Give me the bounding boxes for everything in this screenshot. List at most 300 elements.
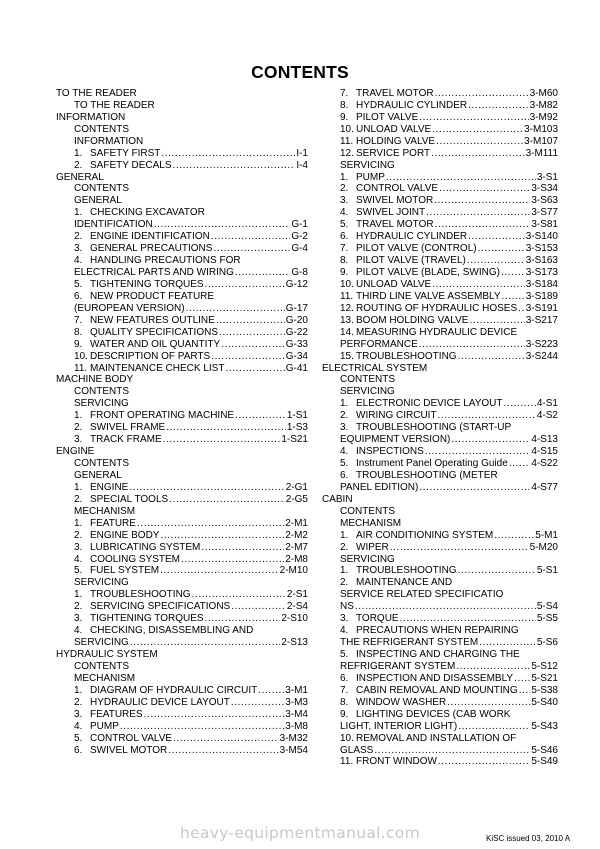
toc-entry-link[interactable] [322,673,558,685]
entry-number: 10. [340,732,354,744]
page-number: 5-S5 [536,613,558,625]
page-number: G-34 [285,350,308,362]
toc-entry-link[interactable] [56,339,308,351]
entry-number: 11. [340,756,354,768]
entry-title: FEATURES [90,708,143,720]
dot-leader [435,219,531,231]
entry-title: HYDRAULIC DEVICE LAYOUT [90,696,230,708]
dot-leader [458,351,525,363]
toc-entry-link[interactable] [322,195,558,207]
toc-entry-link[interactable] [56,613,308,625]
toc-entry-link[interactable] [322,661,558,673]
toc-entry-link[interactable] [322,339,558,351]
page-number: 3-S81 [531,219,558,231]
toc-entry [322,470,558,482]
page-number: 4-S22 [531,458,558,470]
toc-entry-link[interactable] [322,685,558,697]
entry-title: HYDRAULIC CYLINDER [356,99,468,111]
page-number: G-4 [291,243,308,255]
toc-entry-link[interactable] [322,398,558,410]
page-number: 5-S40 [531,696,558,708]
page-number: 2-M10 [279,565,308,577]
heading-text: SERVICING [74,398,129,410]
entry-title: CHECKING EXCAVATOR [90,207,205,219]
toc-entry-link[interactable] [322,207,558,219]
dot-leader [502,291,525,303]
heading-text: SERVICING [340,159,395,171]
dot-leader [456,661,530,673]
toc-entry-link[interactable] [56,219,308,231]
page-number: G-12 [285,278,308,290]
subsection-heading [322,160,558,172]
heading-text: INFORMATION [56,111,126,123]
page-number: 5-S43 [531,720,558,732]
entry-title: WIRING CIRCUIT [356,410,437,422]
heading-text: CONTENTS [340,505,395,517]
dot-leader [137,518,284,530]
toc-entry-link[interactable] [56,422,308,434]
entry-title: HANDLING PRECAUTIONS FOR [90,255,241,267]
page-number: 5-S6 [536,637,558,649]
page-title: CONTENTS [251,62,349,82]
entry-number: 5. [340,219,349,231]
dot-leader [213,243,290,255]
subsection-heading [322,554,558,566]
toc-entry-link[interactable] [322,613,558,625]
entry-title: HYDRAULIC CYLINDER [356,231,468,243]
entry-number: 5. [340,649,349,661]
page-number: G-17 [285,302,308,314]
toc-entry-link[interactable] [56,542,308,554]
dot-leader [519,685,531,697]
toc-entry [322,625,558,637]
dot-leader [160,530,284,542]
toc-left-column [56,88,308,757]
entry-title: UNLOAD VALVE [356,123,432,135]
entry-number: 15. [340,350,354,362]
entry-number: 8. [340,696,349,708]
subsection-heading [56,661,308,673]
entry-title: IDENTIFICATION [74,219,153,231]
page-number: 2-G5 [285,493,308,505]
dot-leader [438,756,530,768]
page-number: 3-M111 [525,147,558,159]
page-number: 4-S77 [531,481,558,493]
entry-number: 5. [74,565,83,577]
heading-text: MECHANISM [340,517,402,529]
toc-entry-link[interactable] [56,637,308,649]
dot-leader [426,207,530,219]
toc-entry-link[interactable] [322,255,558,267]
entry-number: 8. [340,99,349,111]
entry-title: NS [340,601,354,613]
entry-title: MEASURING HYDRAULIC DEVICE [356,326,518,338]
entry-title: ENGINE [90,481,129,493]
toc-entry-link[interactable] [56,494,308,506]
page-number: 2-M2 [285,529,308,541]
page-number: 5-S49 [531,756,558,768]
dot-leader [425,446,531,458]
entry-number: 9. [340,708,349,720]
subsection-heading [56,506,308,518]
page-number: 5-M1 [535,529,558,541]
entry-number: 13. [340,314,354,326]
toc-entry-link[interactable] [56,410,308,422]
page-number: 3-S184 [525,278,558,290]
toc-entry-link[interactable] [322,291,558,303]
dot-leader [468,100,529,112]
entry-number: 4. [340,625,349,637]
toc-entry-link[interactable] [56,482,308,494]
entry-title: FRONT OPERATING MACHINE [90,410,235,422]
heading-text: ENGINE [56,446,95,458]
dot-leader [451,434,530,446]
toc-entry-link[interactable] [56,518,308,530]
page-number: I-4 [296,159,308,171]
dot-leader [211,351,285,363]
entry-number: 7. [340,87,349,99]
heading-text: SERVICING [74,577,129,589]
entry-title: GLASS [340,744,374,756]
entry-title: INSPECTIONS [356,446,424,458]
dot-leader [478,243,525,255]
toc-entry-link[interactable] [56,243,308,255]
entry-title: SPECIAL TOOLS [90,493,169,505]
toc-entry-link[interactable] [56,351,308,363]
dot-leader [494,530,534,542]
entry-number: 9. [340,111,349,123]
toc-entry-link[interactable] [56,745,308,757]
dot-leader [186,303,285,315]
dot-leader [166,422,286,434]
page-number: I-1 [296,147,308,159]
page-number: 3-M32 [279,732,308,744]
toc-entry-link[interactable] [56,589,308,601]
toc-entry-link[interactable] [322,351,558,363]
entry-number: 2. [74,422,83,434]
page-number: G-20 [285,314,308,326]
page-number: 2-S13 [281,637,308,649]
heading-text: MECHANISM [74,672,136,684]
page-number: 3-M54 [279,744,308,756]
entry-title: ENGINE BODY [90,529,160,541]
dot-leader [201,542,284,554]
toc-entry-link[interactable] [56,530,308,542]
entry-title: TIGHTENING TORQUES [90,278,204,290]
toc-entry-link[interactable] [56,279,308,291]
dot-leader [129,482,284,494]
dot-leader [173,160,296,172]
dot-leader [120,721,284,733]
toc-entry-link[interactable] [56,363,308,375]
entry-number: 1. [340,398,349,410]
section-heading [56,172,308,184]
entry-number: 1. [74,684,83,696]
entry-title: COOLING SYSTEM [90,553,181,565]
section-heading [56,112,308,124]
toc-entry-link[interactable] [56,554,308,566]
entry-number: 10. [74,350,88,362]
toc-entry-link[interactable] [322,267,558,279]
toc-entry-link[interactable] [322,721,558,733]
dot-leader [173,733,279,745]
page-number: 3-M1 [285,684,308,696]
toc-entry-link[interactable] [322,601,558,613]
toc-entry-link[interactable] [56,721,308,733]
entry-title: REFRIGERANT SYSTEM [340,660,456,672]
subsection-heading [56,184,308,196]
entry-number: 12. [340,147,354,159]
entry-number: 4. [74,625,83,637]
entry-number: 6. [74,744,83,756]
page-number: 2-M7 [285,541,308,553]
toc-entry-link[interactable] [322,446,558,458]
toc-entry-link[interactable] [322,697,558,709]
entry-number: 5. [340,458,349,470]
toc-entry-link[interactable] [56,315,308,327]
toc-entry-link[interactable] [56,148,308,160]
entry-number: 4. [74,553,83,565]
page-number: 2-M8 [285,553,308,565]
dot-leader [400,613,536,625]
heading-text: CONTENTS [74,183,129,195]
entry-title: SAFETY DECALS [90,159,172,171]
entry-title: MAINTENANCE CHECK LIST [90,362,225,374]
toc-entry-link[interactable] [56,566,308,578]
toc-entry-link[interactable] [56,267,308,279]
toc-entry-link[interactable] [322,458,558,470]
toc-entry-link[interactable] [56,697,308,709]
subsection-heading [56,458,308,470]
entry-number: 3. [74,613,83,625]
toc-entry [322,733,558,745]
dot-leader [419,112,528,124]
subsection-heading [56,136,308,148]
footer-watermark: heavy-equipmentmanual.com [180,824,420,842]
entry-number: 2. [74,493,83,505]
heading-text: SERVICING [340,553,395,565]
entry-title: DESCRIPTION OF PARTS [90,350,211,362]
page-number: 4-S1 [536,398,558,410]
entry-title: Instrument Panel Operating Guide [356,458,508,470]
subsection-heading [56,195,308,207]
dot-leader [221,339,285,351]
dot-leader [436,136,523,148]
entry-number: 4. [340,446,349,458]
toc-entry-link[interactable] [322,566,558,578]
entry-title: SERVICING SPECIFICATIONS [90,601,231,613]
entry-title: CONTROL VALVE [356,183,439,195]
toc-entry-link[interactable] [322,100,558,112]
entry-title: INSPECTING AND CHARGING THE [356,649,520,661]
page-number: 3-S189 [525,290,558,302]
page-number: 3-M60 [529,87,558,99]
toc-entry-link[interactable] [322,482,558,494]
entry-title: PUMP [356,171,385,183]
entry-number: 1. [74,410,83,422]
toc-entry-link[interactable] [56,327,308,339]
entry-title: FUEL SYSTEM [90,565,160,577]
entry-title: NEW FEATURES OUTLINE [90,314,215,326]
entry-number: 1. [74,517,83,529]
entry-title: QUALITY SPECIFICATIONS [90,326,218,338]
section-heading [322,363,558,375]
entry-number: 1. [74,207,83,219]
entry-number: 3. [74,434,83,446]
page-number: 4-S15 [531,446,558,458]
entry-title: FRONT WINDOW [356,756,437,768]
page-number: 3-M82 [529,99,558,111]
toc-entry-link[interactable] [56,231,308,243]
dot-leader [211,231,291,243]
dot-leader [219,327,285,339]
toc-entry-link[interactable] [56,601,308,613]
entry-number: 3. [340,195,349,207]
entry-number: 7. [340,243,349,255]
entry-number: 1. [340,529,349,541]
toc-entry-link[interactable] [322,637,558,649]
toc-entry-link[interactable] [322,303,558,315]
page-number: 5-S4 [536,601,558,613]
entry-title: CONTROL VALVE [90,732,173,744]
entry-title: PRECAUTIONS WHEN REPAIRING [356,625,519,637]
toc-entry-link[interactable] [322,279,558,291]
toc-entry [322,649,558,661]
page-number: 3-M107 [524,135,558,147]
toc-entry-link[interactable] [322,542,558,554]
heading-text: GENERAL [74,469,122,481]
page-number: 3-S244 [525,350,558,362]
entry-number: 1. [340,565,349,577]
page-number: 3-M103 [524,123,558,135]
subsection-heading [56,470,308,482]
entry-number: 10. [340,278,354,290]
page-number: G-2 [291,231,308,243]
dot-leader [181,554,284,566]
toc-entry-link[interactable] [56,303,308,315]
section-heading [56,649,308,661]
dot-leader [432,124,523,136]
entry-number: 9. [340,267,349,279]
subsection-heading [56,100,308,112]
dot-leader [447,697,530,709]
heading-text: CONTENTS [74,660,129,672]
dot-leader [518,303,525,315]
entry-number: 8. [340,255,349,267]
dot-leader [144,709,285,721]
page-number: G-22 [285,326,308,338]
dot-leader [205,279,285,291]
dot-leader [514,673,530,685]
dot-leader [468,231,525,243]
entry-title: SERVICE RELATED SPECIFICATIO [340,589,504,601]
dot-leader [467,255,525,267]
page-number: G-33 [285,338,308,350]
toc-entry-link[interactable] [322,136,558,148]
toc-entry-link[interactable] [322,112,558,124]
subsection-heading [322,375,558,387]
dot-leader [231,697,284,709]
toc-entry [56,625,308,637]
toc-entry-link[interactable] [322,315,558,327]
page-number: 4-S13 [531,434,558,446]
toc-entry-link[interactable] [322,757,558,769]
dot-leader [458,565,536,577]
entry-title: PILOT VALVE (BLADE, SWING) [356,267,500,279]
toc-entry-link[interactable] [322,124,558,136]
entry-title: BOOM HOLDING VALVE [356,314,469,326]
toc-entry [56,207,308,219]
subsection-heading [322,386,558,398]
entry-number: 6. [340,469,349,481]
toc-entry-link[interactable] [322,172,558,184]
dot-leader [435,88,529,100]
entry-number: 11. [74,362,88,374]
dot-leader [231,601,286,613]
entry-title: THIRD LINE VALVE ASSEMBLY [356,290,501,302]
toc-entry-link[interactable] [322,243,558,255]
toc-entry-link[interactable] [56,160,308,172]
entry-number: 3. [74,708,83,720]
toc-entry [322,589,558,601]
entry-number: 2. [74,529,83,541]
dot-leader [386,172,536,184]
section-heading [322,494,558,506]
subsection-heading [56,577,308,589]
page-number: 3-S223 [525,338,558,350]
entry-number: 12. [340,302,354,314]
heading-text: CONTENTS [74,458,129,470]
page-number: 5-S46 [531,744,558,756]
entry-number: 6. [74,290,83,302]
toc-entry [56,291,308,303]
entry-title: TROUBLESHOOTING [356,350,457,362]
dot-leader [235,267,290,279]
section-heading [56,446,308,458]
toc-entry-link[interactable] [56,733,308,745]
toc-entry-link[interactable] [322,184,558,196]
entry-title: TRAVEL MOTOR [356,87,434,99]
toc-entry-link[interactable] [322,231,558,243]
entry-number: 3. [340,422,349,434]
toc-entry-link[interactable] [322,410,558,422]
toc-entry-link[interactable] [322,434,558,446]
dot-leader [163,434,281,446]
page-number: 4-S2 [536,410,558,422]
toc-entry-link[interactable] [322,88,558,100]
page-number: 1-S3 [286,422,308,434]
page-number: G-1 [291,219,308,231]
toc-entry-link[interactable] [56,685,308,697]
entry-title: THE REFRIGERANT SYSTEM [340,637,479,649]
toc-entry-link[interactable] [322,530,558,542]
entry-number: 1. [74,481,83,493]
page-number: 3-S217 [525,314,558,326]
toc-entry-link[interactable] [322,745,558,757]
toc-entry-link[interactable] [56,709,308,721]
page-number: 3-M3 [285,696,308,708]
entry-title: SERVICE PORT [356,147,431,159]
heading-text: TO THE READER [74,99,155,111]
toc-entry-link[interactable] [56,434,308,446]
entry-number: 2. [74,696,83,708]
dot-leader [216,315,285,327]
heading-text: CONTENTS [340,374,395,386]
toc-entry-link[interactable] [322,219,558,231]
entry-title: SERVICING [74,637,129,649]
toc-entry-link[interactable] [322,148,558,160]
entry-title: TROUBLESHOOTING (START-UP [356,422,512,434]
